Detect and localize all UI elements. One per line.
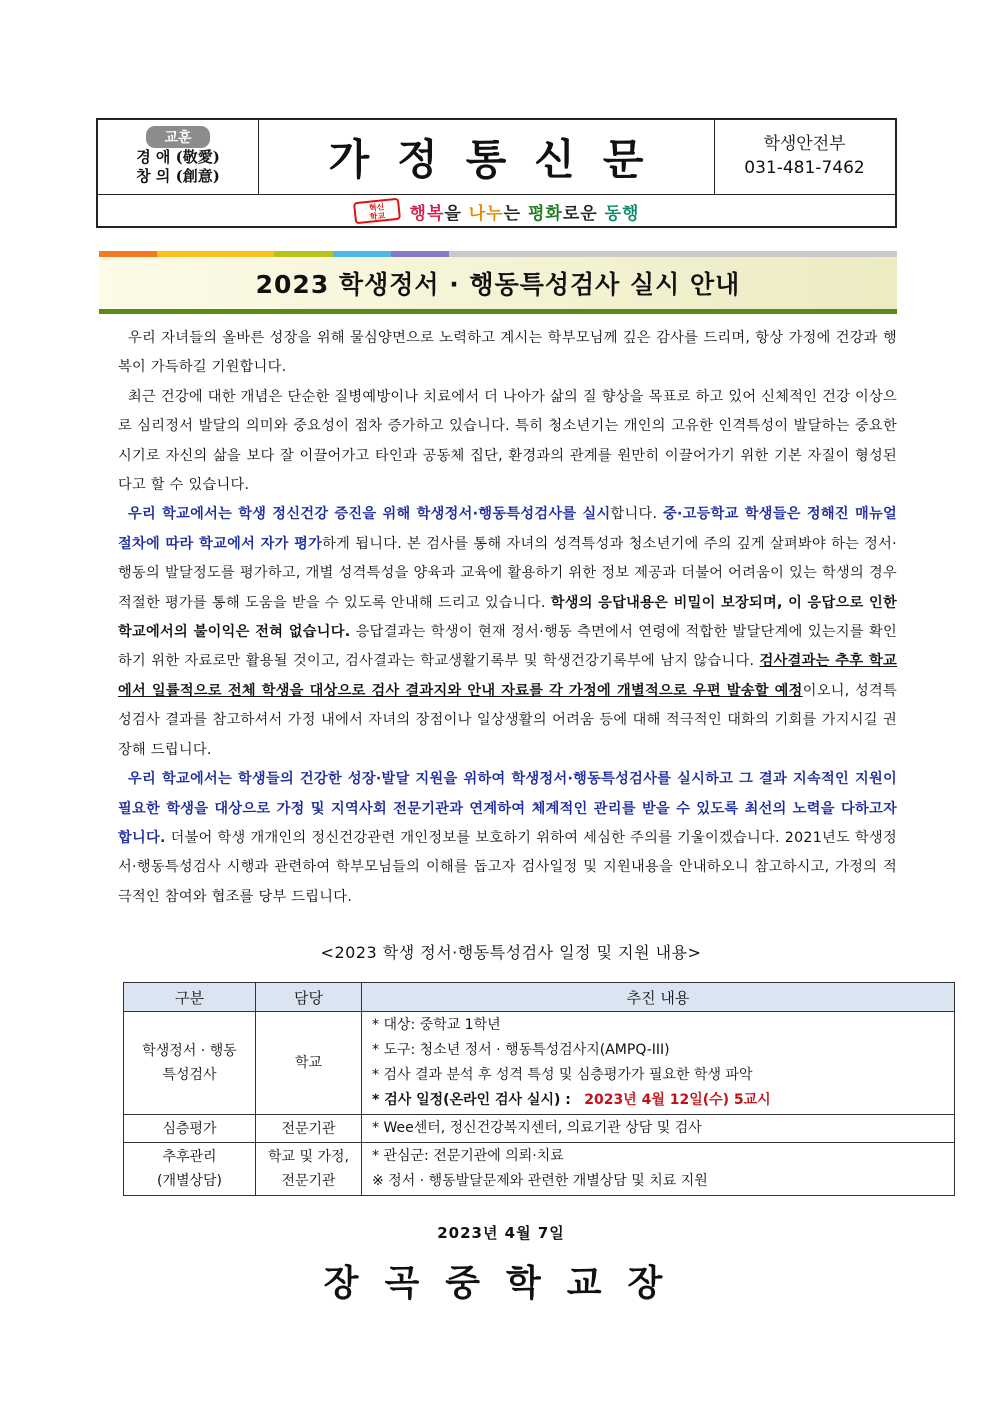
paragraph-3	[118, 500, 897, 765]
content-line: * 검사 결과 분석 후 성격 특성 및 심층평가가 필요한 학생 파악	[372, 1067, 753, 1083]
paragraph-4	[118, 765, 897, 912]
schedule-table	[123, 982, 955, 1196]
slogan-word: 로운	[562, 203, 605, 224]
cell-text: (개별상담)	[156, 1173, 223, 1189]
table-row	[124, 1012, 955, 1115]
document-title: 가정통신문	[328, 135, 672, 184]
body-text: 응답결과는 학생이 현재 정서·행동 측면에서 연령에 적합한 발달단계에 있는지를 확인하기 위한 자료로만 활용될 것이고, 검사결과는 학교생활기록부 및 학생건강기록부에 남지 않습니다.	[118, 624, 897, 670]
paragraph-1: 우리 자녀들의 올바른 성장을 위해 물심양면으로 노력하고 계시는 학부모님께 깊은 감사를 드리며, 항상 가정에 건강과 행복이 가득하길 기원합니다.	[118, 330, 897, 376]
motto-badge: 교훈	[146, 126, 209, 148]
notice-body	[118, 324, 897, 912]
row-category	[124, 1012, 256, 1115]
innovation-school-logo	[353, 198, 401, 225]
motto-line-1: 경 애 (敬愛)	[136, 148, 220, 166]
department-name: 학생안전부	[763, 134, 846, 154]
row-content	[362, 1012, 955, 1115]
school-motto	[98, 120, 259, 194]
row-owner	[256, 1143, 362, 1196]
header-content: 추진 내용	[362, 983, 955, 1012]
emphasis-text: 우리 학교에서는 학생들의 건강한 성장·발달 지원을 위하여 학생정서·행동특성검사를 실시하고 그 결과 지속적인 지원이 필요한 학생을 대상으로 가정 및 지역사회 전문기관과 연계하여 체계적인 관리를 받을 수 있도록 최선의 노력을 다하고자 합니다.	[118, 771, 897, 846]
table-row	[124, 1115, 955, 1143]
body-text: 하게 됩니다. 본 검사를 통해 자녀의 성격특성과 청소년기에 주의 깊게 살펴봐야 하는 정서·행동의 발달정도를 평가하고, 개별 성격특성을 양육과 교육에 활용하기 위한 정보 제공과 더불어 어려움이 있는 학생의 경우 적절한 평가를 통해 도움을 받을 수 있도록 안내해 드리고 있습니다.	[118, 535, 897, 611]
cell-text: 추후관리	[162, 1149, 217, 1165]
header-category: 구분	[124, 983, 256, 1012]
header-owner: 담당	[256, 983, 362, 1012]
schedule-date: 2023년 4월 12일(수) 5교시	[584, 1092, 771, 1108]
cell-text: 학교 및 가정,	[268, 1149, 349, 1165]
department-phone: 031-481-7462	[744, 158, 865, 178]
table-row	[124, 1143, 955, 1196]
row-content: * Wee센터, 정신건강복지센터, 의료기관 상담 및 검사	[362, 1115, 955, 1143]
row-category: 심층평가	[124, 1115, 256, 1143]
slogan-word: 을	[444, 203, 469, 224]
logo-text-1: 혁신	[368, 202, 385, 213]
table-title: <2023 학생 정서·행동특성검사 일정 및 지원 내용>	[320, 943, 702, 962]
slogan-word: 나누	[468, 203, 504, 224]
body-text: 더불어 학생 개개인의 정신건강관련 개인정보를 보호하기 위하여 세심한 주의를 기울이겠습니다. 2021년도 학생정서·행동특성검사 시행과 관련하여 학부모님들의 이해를 돕고자 검사일정 및 지원내용을 안내하오니 참고하시고, 가정의 적극적인 참여와 협조를 당부 드립니다.	[118, 829, 897, 905]
row-owner: 학교	[256, 1012, 362, 1115]
cell-text: 전문기관	[281, 1173, 336, 1189]
content-line: ※ 정서 · 행동발달문제와 관련한 개별상담 및 치료 지원	[372, 1173, 708, 1189]
emphasis-text: 우리 학교에서는 학생 정신건강 증진을 위해 학생정서·행동특성검사를 실시	[128, 506, 611, 523]
slogan-word: 동행	[604, 203, 640, 224]
motto-line-2: 창 의 (創意)	[136, 167, 220, 185]
paragraph-2: 최근 건강에 대한 개념은 단순한 질병예방이나 치료에서 더 나아가 삶의 질 향상을 목표로 하고 있어 신체적인 건강 이상으로 심리정서 발달의 의미와 중요성이 점차 증가하고 있습니다. 특히 청소년기는 개인의 고유한 인격특성이 발달하는 중요한 시기로 자신의 삶을 보다 잘 이끌어가고 타인과 공동체 집단, 환경과의 관계를 원만히 이끌어가기 위한 기본 자질이 형성된다고 할 수 있습니다.	[118, 388, 897, 494]
cell-text: 특성검사	[162, 1067, 217, 1083]
content-line: * 관심군: 전문기관에 의뢰·치료	[372, 1148, 564, 1164]
banner-underline	[99, 309, 897, 314]
row-content	[362, 1143, 955, 1196]
content-line: * 도구: 청소년 정서 · 행동특성검사지(AMPQ-III)	[372, 1042, 670, 1058]
body-text: 이오니, 성격특성검사 결과를 참고하셔서 가정 내에서 자녀의 장점이나 일상생활의 어려움 등에 대해 적극적인 대화의 기회를 가지시길 권장해 드립니다.	[118, 682, 898, 758]
school-slogan	[410, 199, 640, 224]
newsletter-header	[96, 118, 897, 228]
cell-text: 학생정서 · 행동	[142, 1043, 237, 1059]
department-contact	[714, 120, 895, 194]
body-text: 합니다.	[610, 506, 663, 523]
content-line: * 대상: 중학교 1학년	[372, 1017, 501, 1033]
row-category	[124, 1143, 256, 1196]
table-header-row	[124, 983, 955, 1012]
row-owner: 전문기관	[256, 1115, 362, 1143]
mailing-notice: 검사결과는 추후 학교에서 일률적으로 전체 학생을 대상으로 검사 결과지와 안내 자료를 각 가정에 개별적으로 우편 발송할 예정	[118, 653, 897, 699]
logo-text-2: 학교	[368, 211, 386, 222]
header-top-row	[98, 120, 895, 195]
issue-date: 2023년 4월 7일	[437, 1224, 565, 1242]
confidentiality-notice: 학생의 응답내용은 비밀이 보장되며, 이 응답으로 인한 학교에서의 불이익은 전혀 없습니다.	[118, 594, 897, 641]
emphasis-text: 중·고등학교 학생들은 정해진 매뉴얼 절차에 따라 학교에서 자가 평가	[118, 506, 897, 552]
notice-title: 2023 학생정서 · 행동특성검사 실시 안내	[255, 270, 741, 299]
schedule-line	[372, 1088, 953, 1113]
slogan-row	[98, 194, 895, 228]
document-title-cell	[258, 120, 715, 194]
slogan-word: 행복	[409, 203, 445, 224]
principal-signature: 장곡중학교장	[323, 1263, 689, 1304]
schedule-label: * 검사 일정(온라인 검사 실시) :	[372, 1092, 571, 1108]
notice-banner	[99, 257, 897, 309]
slogan-word: 는	[503, 203, 528, 224]
slogan-word: 평화	[527, 203, 563, 224]
